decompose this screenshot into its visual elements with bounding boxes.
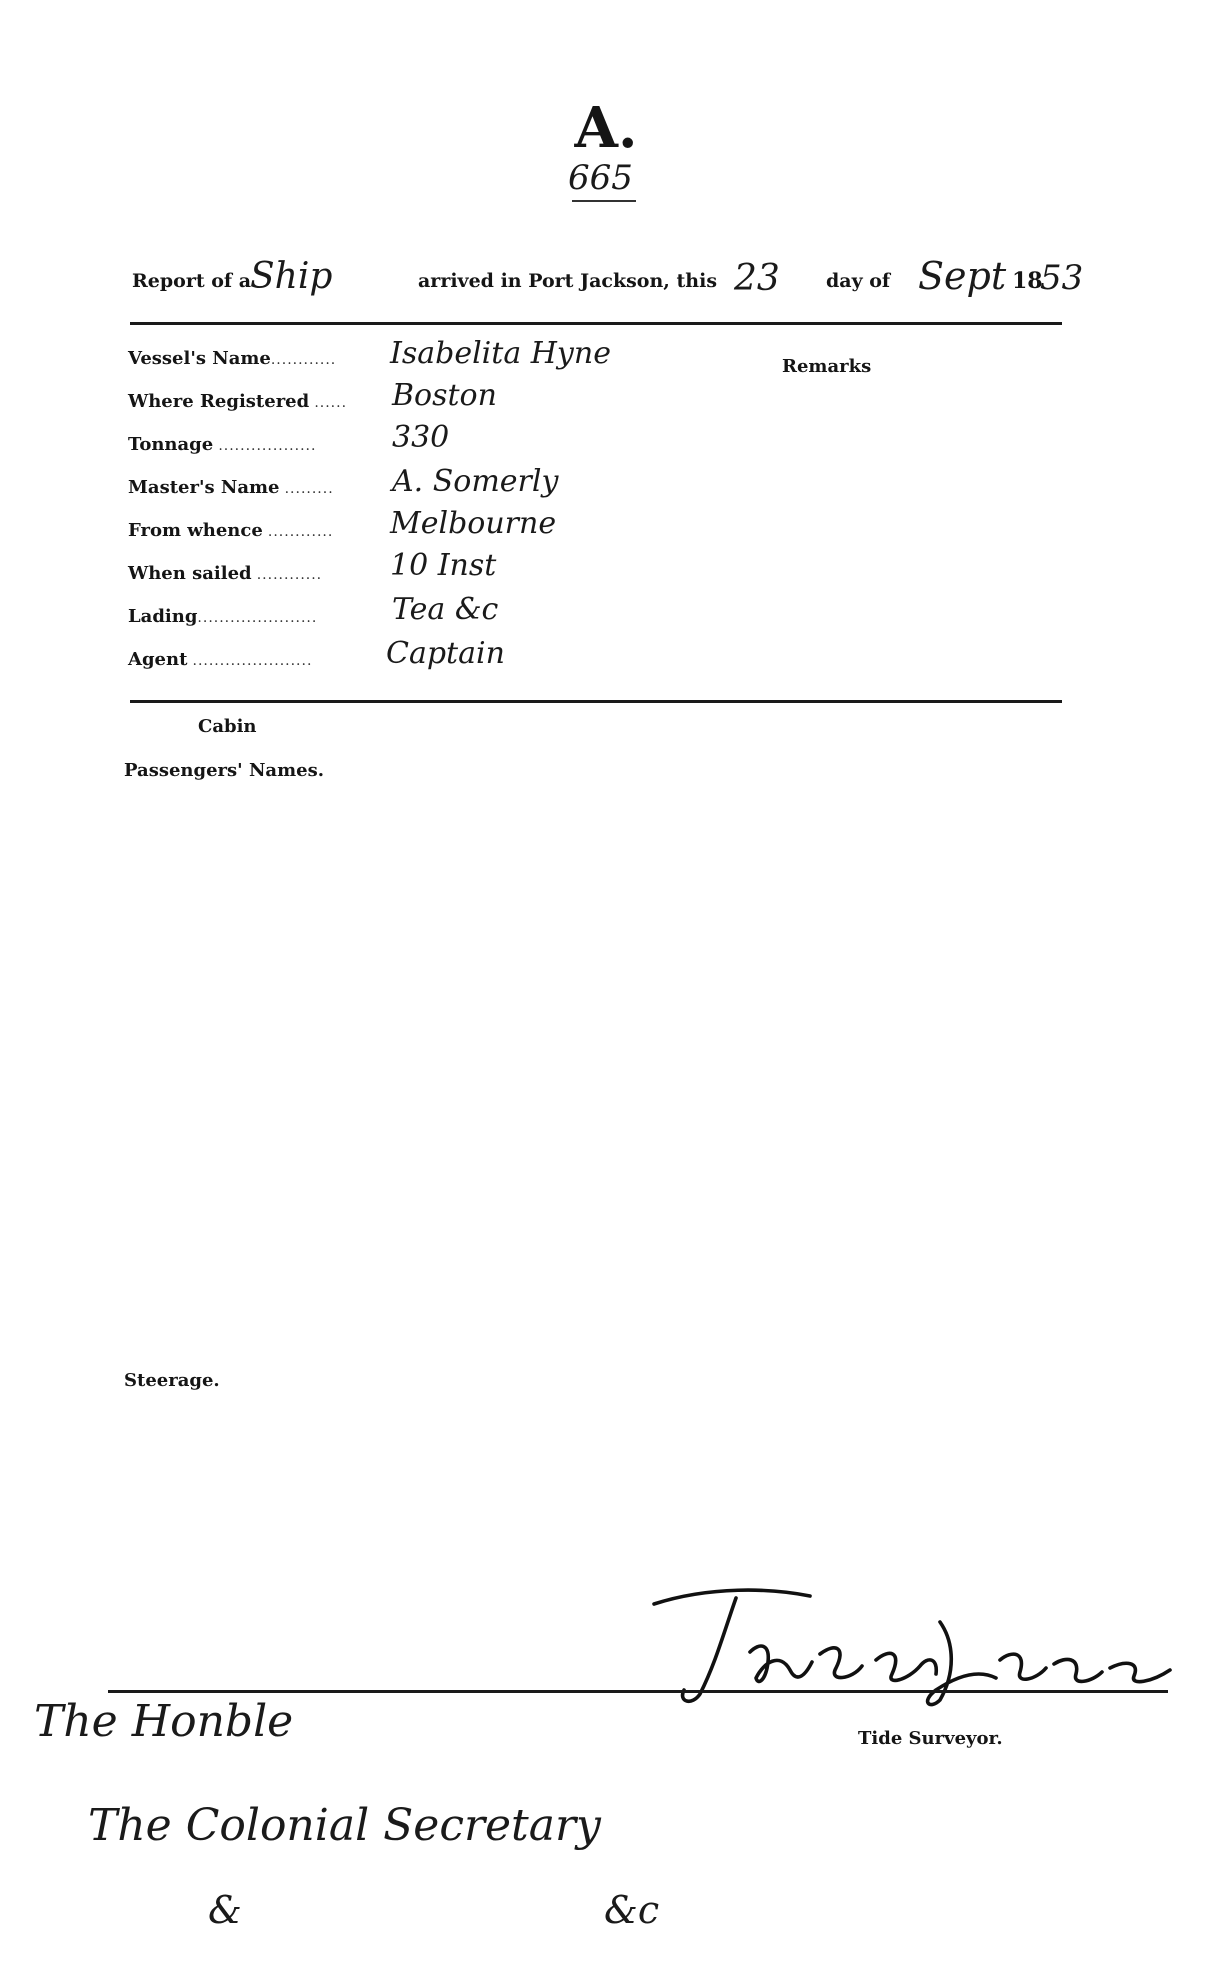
from-whence-value: Melbourne — [390, 506, 557, 541]
header-rule — [130, 322, 1062, 325]
field-label: When sailed — [128, 563, 252, 584]
remarks-label: Remarks — [782, 356, 872, 377]
field-label: Vessel's Name — [128, 348, 271, 369]
masters-name-value: A. Somerly — [392, 464, 559, 499]
vessel-type-value: Ship — [250, 256, 333, 297]
vessel-name-value: Isabelita Hyne — [390, 336, 611, 371]
year-prefix: 18 — [1012, 268, 1043, 294]
signature-rule — [108, 1690, 1168, 1693]
field-label: Lading — [128, 606, 198, 627]
field-dots: ...... — [314, 395, 348, 411]
steerage-label: Steerage. — [124, 1370, 220, 1391]
fields-rule — [130, 700, 1062, 703]
field-row-agent — [128, 649, 312, 670]
month-value: Sept — [918, 254, 1007, 298]
tide-surveyor-label: Tide Surveyor. — [858, 1728, 1003, 1749]
field-row-tonnage — [128, 434, 316, 455]
addressee-line-2: The Colonial Secretary — [88, 1800, 601, 1851]
field-dots: ...................... — [192, 653, 313, 669]
field-dots: ............ — [267, 524, 334, 540]
form-number: 665 — [568, 158, 633, 198]
field-dots: .................. — [218, 438, 317, 454]
arrived-text: arrived in Port Jackson, this — [418, 270, 718, 292]
where-registered-value: Boston — [392, 378, 497, 413]
tonnage-value: 330 — [392, 420, 450, 455]
field-row-from-whence — [128, 520, 333, 541]
passengers-names-label: Passengers' Names. — [124, 760, 324, 781]
when-sailed-value: 10 Inst — [390, 548, 497, 583]
addressee-line-1: The Honble — [34, 1696, 294, 1747]
field-row-where-registered — [128, 391, 347, 412]
field-dots: ...................... — [197, 610, 318, 626]
field-row-masters-name — [128, 477, 334, 498]
lading-value: Tea &c — [392, 592, 499, 627]
field-row-vessel-name — [128, 348, 336, 369]
field-label: From whence — [128, 520, 263, 541]
addressee-ampersand: & — [208, 1888, 242, 1932]
agent-value: Captain — [386, 636, 505, 671]
field-label: Tonnage — [128, 434, 214, 455]
day-of-text: day of — [826, 270, 891, 292]
field-label: Agent — [128, 649, 188, 670]
form-letter: A. — [574, 95, 638, 161]
field-row-lading — [128, 606, 317, 627]
field-dots: ............ — [270, 352, 337, 368]
field-dots: ......... — [284, 481, 334, 497]
form-number-underline — [572, 200, 636, 202]
day-value: 23 — [734, 258, 780, 299]
field-label: Where Registered — [128, 391, 310, 412]
field-label: Master's Name — [128, 477, 280, 498]
year-suffix: 53 — [1040, 258, 1084, 298]
addressee-etc: &c — [604, 1888, 660, 1932]
field-dots: ............ — [256, 567, 323, 583]
cabin-label: Cabin — [198, 716, 257, 737]
field-row-when-sailed — [128, 563, 322, 584]
report-prefix: Report of a — [132, 270, 252, 292]
